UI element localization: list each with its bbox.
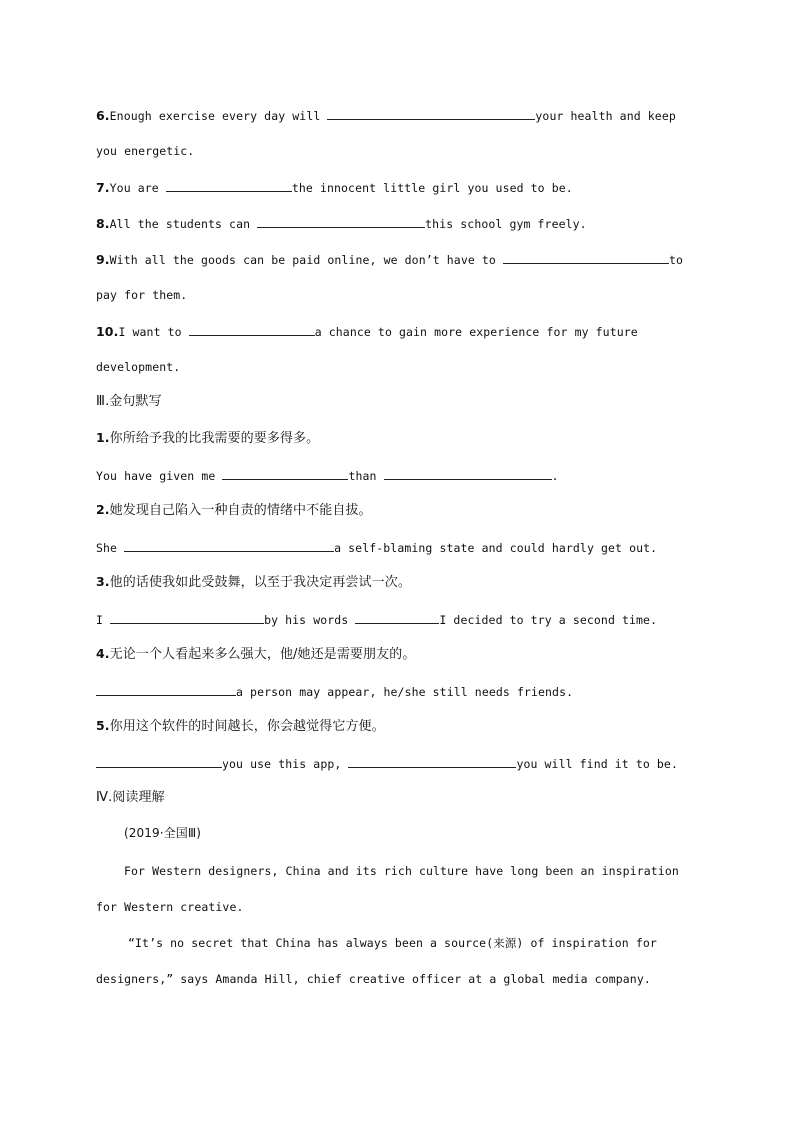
question-9-continued: pay for them. [96, 288, 188, 302]
question-text: I want to [118, 325, 189, 339]
question-text: this school gym freely. [425, 217, 587, 231]
chinese-text: 她发现自己陷入一种自责的情绪中不能自拔。 [109, 503, 372, 518]
question-text: your health and keep [535, 109, 676, 123]
english-text: I [96, 613, 111, 627]
chinese-text: 你所给予我的比我需要的要多得多。 [109, 431, 320, 446]
english-text: than [348, 469, 384, 483]
question-7 [96, 180, 716, 195]
sentence-1-chinese [96, 431, 716, 446]
question-6-continued: you energetic. [96, 144, 195, 158]
english-text: by his words [264, 613, 356, 627]
answer-blank[interactable] [327, 108, 535, 120]
sentence-number: 3. [96, 574, 110, 589]
paragraph-2-line-1: “It’s no secret that China has always been a source(来源) of inspiration for [128, 936, 657, 950]
english-text: a self-blaming state and could hardly get out. [334, 541, 658, 555]
paragraph-2-line-2: designers,” says Amanda Hill, chief creative officer at a global media company. [96, 972, 651, 986]
sentence-2-chinese [96, 503, 716, 518]
question-text: You are [109, 181, 166, 195]
question-6 [96, 108, 716, 123]
question-10-continued: development. [96, 360, 181, 374]
question-number: 10. [96, 324, 119, 339]
question-number: 7. [96, 180, 110, 195]
question-text: With all the goods can be paid online, we don’t have to [109, 253, 503, 267]
question-number: 8. [96, 216, 110, 231]
sentence-4-chinese [96, 647, 716, 662]
question-8 [96, 216, 716, 231]
paragraph-1-line-2: for Western creative. [96, 900, 244, 914]
sentence-3-chinese [96, 575, 716, 590]
sentence-number: 5. [96, 718, 110, 733]
english-text: You have given me [96, 469, 223, 483]
question-number: 6. [96, 108, 110, 123]
question-number: 9. [96, 252, 110, 267]
sentence-4-english [96, 684, 716, 699]
question-10 [96, 324, 716, 339]
answer-blank[interactable] [503, 252, 669, 264]
section-3-heading: Ⅲ.金句默写 [96, 394, 162, 409]
english-text: a person may appear, he/she still needs friends. [236, 685, 574, 699]
paragraph-1-line-1: For Western designers, China and its rich culture have long been an inspiration [124, 864, 679, 878]
answer-blank[interactable] [355, 612, 439, 624]
question-text: a chance to gain more experience for my future [314, 325, 638, 339]
sentence-5-english [96, 756, 716, 771]
answer-blank[interactable] [222, 468, 348, 480]
answer-blank[interactable] [110, 612, 264, 624]
chinese-text: 他的话使我如此受鼓舞，以至于我决定再尝试一次。 [109, 575, 411, 590]
answer-blank[interactable] [96, 756, 222, 768]
sentence-2-english [96, 540, 716, 555]
answer-blank[interactable] [166, 180, 292, 192]
english-text: you use this app, [222, 757, 349, 771]
sentence-number: 2. [96, 502, 110, 517]
sentence-3-english [96, 612, 716, 627]
question-9 [96, 252, 716, 267]
sentence-number: 1. [96, 430, 110, 445]
chinese-text: 无论一个人看起来多么强大，他/她还是需要朋友的。 [109, 647, 416, 662]
question-text: All the students can [109, 217, 258, 231]
answer-blank[interactable] [384, 468, 552, 480]
english-text: She [96, 541, 125, 555]
answer-blank[interactable] [96, 684, 236, 696]
english-text: . [551, 469, 559, 483]
sentence-1-english [96, 468, 716, 483]
chinese-text: 你用这个软件的时间越长，你会越觉得它方便。 [109, 719, 385, 734]
source-label: (2019·全国Ⅲ) [124, 826, 201, 840]
answer-blank[interactable] [189, 324, 315, 336]
sentence-5-chinese [96, 719, 716, 734]
answer-blank[interactable] [257, 216, 425, 228]
english-text: I decided to try a second time. [439, 613, 658, 627]
section-4-heading: Ⅳ.阅读理解 [96, 790, 165, 805]
english-text: you will find it to be. [516, 757, 678, 771]
question-text: Enough exercise every day will [109, 109, 328, 123]
question-text: the innocent little girl you used to be. [291, 181, 573, 195]
answer-blank[interactable] [124, 540, 334, 552]
answer-blank[interactable] [348, 756, 516, 768]
question-text: to [668, 253, 684, 267]
sentence-number: 4. [96, 646, 110, 661]
